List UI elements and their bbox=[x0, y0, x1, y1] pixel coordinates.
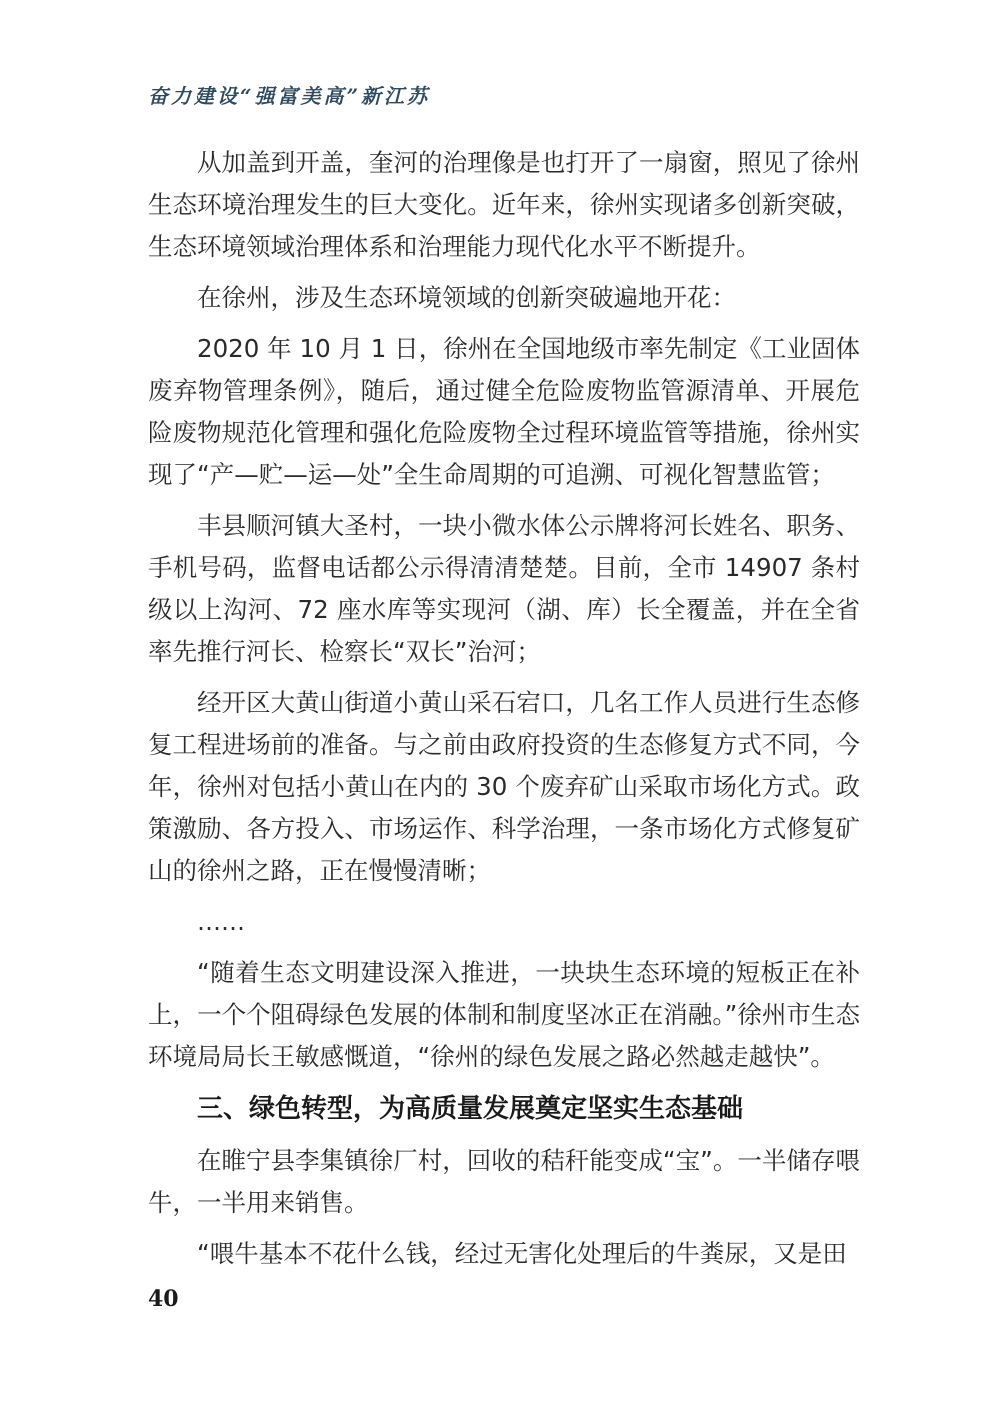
section-heading: 三、绿色转型，为高质量发展奠定坚实生态基础 bbox=[197, 1094, 744, 1124]
article-body bbox=[148, 142, 860, 1284]
running-header-title: 奋力建设“强富美高”新江苏 bbox=[148, 84, 431, 108]
paragraph-3: 2020 年 10 月 1 日，徐州在全国地级市率先制定《工业固体废弃物管理条例》，随后，通过健全危险废物监管源清单、开展危险废物规范化管理和强化危险废物全过程环境监管等措施，徐州实现了“产—贮—运—处”全生命周期的可追溯、可视化智慧监管； bbox=[148, 334, 860, 489]
paragraph-5: 经开区大黄山街道小黄山采石宕口，几名工作人员进行生态修复工程进场前的准备。与之前由政府投资的生态修复方式不同，今年，徐州对包括小黄山在内的 30 个废弃矿山采取市场化方式。政策激励、各方投入、市场运作、科学治理，一条市场化方式修复矿山的徐州之路，正在慢慢清晰； bbox=[148, 688, 860, 885]
paragraph-6: “随着生态文明建设深入推进，一块块生态环境的短板正在补上，一个个阻碍绿色发展的体制和制度坚冰正在消融。”徐州市生态环境局局长王敏感慨道，“徐州的绿色发展之路必然越走越快”。 bbox=[148, 958, 860, 1071]
paragraph-2: 在徐州，涉及生态环境领域的创新突破遍地开花： bbox=[197, 283, 736, 312]
paragraph-7: 在睢宁县李集镇徐厂村，回收的秸秆能变成“宝”。一半储存喂牛，一半用来销售。 bbox=[148, 1146, 860, 1217]
paragraph-8: “喂牛基本不花什么钱，经过无害化处理后的牛粪尿，又是田 bbox=[197, 1239, 847, 1268]
ellipsis-paragraph: …… bbox=[197, 908, 245, 936]
paragraph-1: 从加盖到开盖，奎河的治理像是也打开了一扇窗，照见了徐州生态环境治理发生的巨大变化。近年来，徐州实现诸多创新突破，生态环境领域治理体系和治理能力现代化水平不断提升。 bbox=[148, 148, 860, 261]
page-number: 40 bbox=[148, 1286, 179, 1312]
paragraph-4: 丰县顺河镇大圣村，一块小微水体公示牌将河长姓名、职务、手机号码，监督电话都公示得清清楚楚。目前，全市 14907 条村级以上沟河、72 座水库等实现河（湖、库）长全覆盖，并在全省率先推行河长、检察长“双长”治河； bbox=[148, 511, 860, 666]
